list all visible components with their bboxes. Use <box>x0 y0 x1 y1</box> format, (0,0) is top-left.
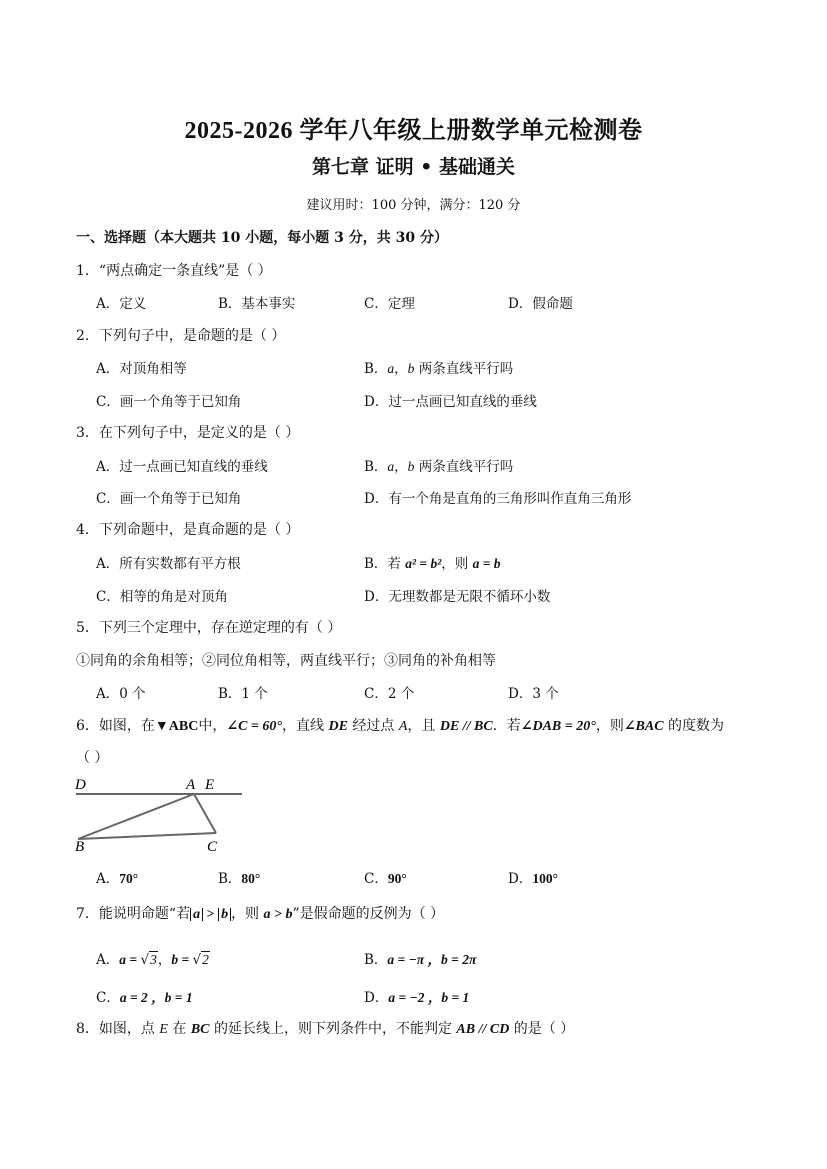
segment-bc <box>78 833 216 839</box>
question-1-option-d: D．假命题 <box>508 296 573 312</box>
question-3-option-c: C．画一个角等于已知角 <box>96 491 242 507</box>
question-6-option-c: C．90° <box>364 871 407 887</box>
sqrt-3: √3 <box>140 952 157 968</box>
question-3-option-b: B．a，b 两条直线平行吗 <box>364 459 514 475</box>
section-heading: 一、选择题（本大题共 10 小题，每小题 3 分，共 30 分） <box>76 230 448 246</box>
label-c: C <box>207 839 218 854</box>
question-4-option-c: C．相等的角是对顶角 <box>96 589 228 605</box>
question-6-option-b: B．80° <box>218 871 261 887</box>
label-b: B <box>75 839 85 854</box>
label-a: A <box>186 777 196 793</box>
question-3-option-a: A．过一点画已知直线的垂线 <box>96 459 268 475</box>
question-5-option-a: A．0 个 <box>96 686 146 702</box>
question-3-stem: 3．在下列句子中，是定义的是（ ） <box>76 425 300 441</box>
chapter-subtitle: 第七章 证明 • 基础通关 <box>312 156 515 178</box>
question-6-option-d: D．100° <box>508 871 558 887</box>
question-2-option-b: B．a，b 两条直线平行吗 <box>364 361 514 377</box>
question-1-option-b: B．基本事实 <box>218 296 296 312</box>
question-2-stem: 2．下列句子中，是命题的是（ ） <box>76 328 286 344</box>
segment-ab <box>78 794 194 839</box>
question-4-stem: 4．下列命题中，是真命题的是（ ） <box>76 522 300 538</box>
question-7-stem: 7．能说明命题“若 a > b ，则 a > b”是假命题的反例为（ ） <box>76 906 445 922</box>
label-e: E <box>205 777 215 793</box>
question-5-option-d: D．3 个 <box>508 686 559 702</box>
question-3-option-d: D．有一个角是直角的三角形叫作直角三角形 <box>364 491 632 507</box>
question-2-option-d: D．过一点画已知直线的垂线 <box>364 394 537 410</box>
question-6-stem: 6．如图，在▼ABC中，∠C = 60°，直线 DE 经过点 A，且 DE // BC．若∠DAB = 20°，则∠BAC 的度数为 <box>76 718 725 734</box>
segment-ac <box>194 794 216 833</box>
label-d: D <box>75 777 86 793</box>
question-5-theorems: ①同角的余角相等；②同位角相等，两直线平行；③同角的补角相等 <box>76 653 496 669</box>
exam-title: 2025-2026 学年八年级上册数学单元检测卷 <box>184 118 643 144</box>
question-7-option-c: C．a = 2 ，b = 1 <box>96 990 193 1006</box>
question-6-figure <box>70 772 250 854</box>
question-1-stem: 1．“两点确定一条直线”是（ ） <box>76 263 272 279</box>
time-score-info: 建议用时：100 分钟，满分：120 分 <box>306 198 521 213</box>
question-6-answer-paren: （ ） <box>76 750 109 766</box>
question-7-option-a: A．a = √3，b = √2 <box>96 952 209 968</box>
question-6-option-a: A．70° <box>96 871 139 887</box>
question-5-stem: 5．下列三个定理中，存在逆定理的有（ ） <box>76 620 342 636</box>
question-4-option-d: D．无理数都是无限不循环小数 <box>364 589 551 605</box>
question-8-stem: 8．如图，点 E 在 BC 的延长线上，则下列条件中，不能判定 AB // CD 的是（ ） <box>76 1021 575 1037</box>
sqrt-2: √2 <box>192 952 209 968</box>
question-5-option-b: B．1 个 <box>218 686 268 702</box>
question-2-option-a: A．对顶角相等 <box>96 361 187 377</box>
question-7-option-b: B．a = −π ，b = 2π <box>364 952 477 968</box>
question-2-option-c: C．画一个角等于已知角 <box>96 394 242 410</box>
question-5-option-c: C．2 个 <box>364 686 415 702</box>
question-4-option-a: A．所有实数都有平方根 <box>96 556 241 572</box>
question-7-option-d: D．a = −2 ，b = 1 <box>364 990 470 1006</box>
question-1-option-a: A．定义 <box>96 296 147 312</box>
question-1-option-c: C．定理 <box>364 296 415 312</box>
question-4-option-b: B．若 a² = b²，则 a = b <box>364 556 501 572</box>
